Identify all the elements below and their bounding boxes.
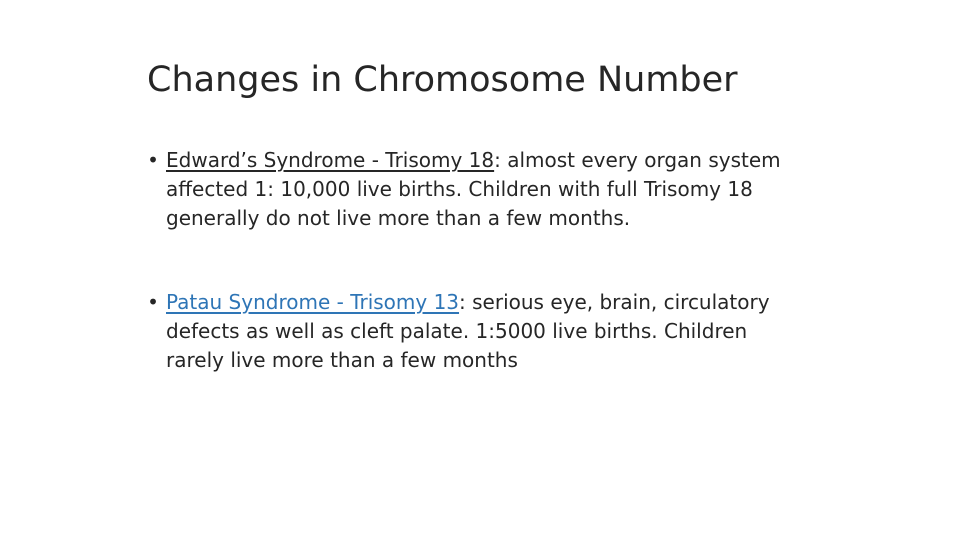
bullet-item-patau-syndrome	[145, 288, 805, 375]
slide-title: Changes in Chromosome Number	[147, 60, 738, 100]
patau-syndrome-link[interactable]: Patau Syndrome - Trisomy 13	[166, 290, 460, 314]
bullet-marker: •	[147, 290, 159, 314]
bullet-list	[145, 146, 805, 375]
bullet-text: : serious eye, brain, circulatory defects as well as cleft palate. 1:5000 live births. Children rarely live more than a few months	[166, 290, 770, 372]
bullet-text: : almost every organ system affected 1: 10,000 live births. Children with full Trisomy 18 generally do not live more than a few months.	[166, 148, 781, 230]
bullet-marker: •	[147, 148, 159, 172]
bullet-item-edwards-syndrome	[145, 146, 805, 233]
edwards-syndrome-link[interactable]: Edward’s Syndrome - Trisomy 18	[166, 148, 495, 172]
